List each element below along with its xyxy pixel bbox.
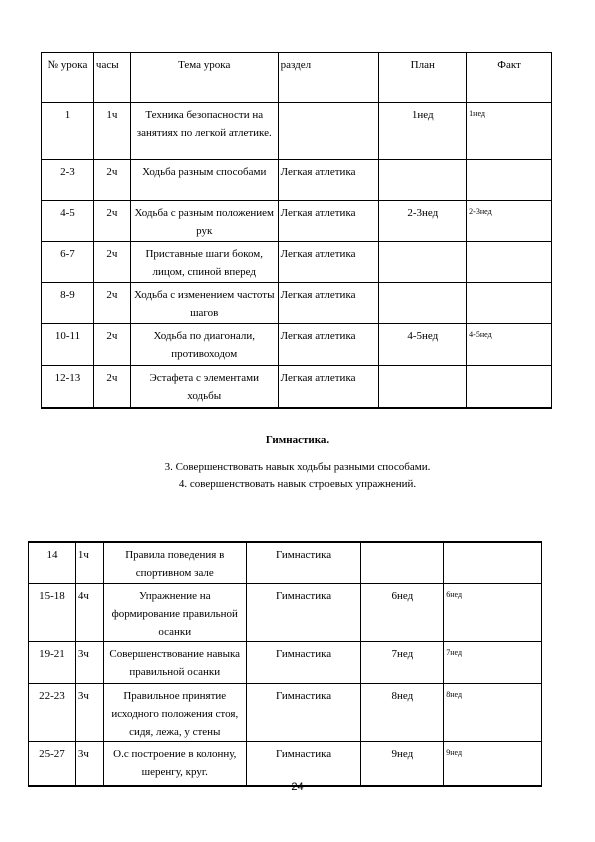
- lesson-fact: 6нед: [444, 583, 542, 641]
- lesson-section: Гимнастика: [246, 583, 361, 641]
- lesson-section: Гимнастика: [246, 641, 361, 683]
- lesson-fact: 7нед: [444, 641, 542, 683]
- lesson-topic: Правила поведения в спортивном зале: [103, 542, 246, 583]
- table-row: [42, 160, 552, 201]
- lesson-topic: Совершенствование навыка правильной осанки: [103, 641, 246, 683]
- header-lesson-number: № урока: [42, 53, 94, 103]
- lesson-section: Легкая атлетика: [278, 160, 379, 201]
- lesson-fact: 2-3нед: [467, 201, 552, 242]
- table-row: [42, 103, 552, 160]
- lesson-number: 1: [42, 103, 94, 160]
- table-row: [42, 324, 552, 366]
- lesson-topic: Ходьба с изменением частоты шагов: [130, 283, 278, 324]
- lesson-plan: 4-5нед: [379, 324, 467, 366]
- lesson-number: 14: [29, 542, 76, 583]
- lesson-fact: [467, 366, 552, 408]
- lesson-topic: О.с построение в колонну, шеренгу, круг.: [103, 741, 246, 786]
- lesson-topic: Приставные шаги боком, лицом, спиной вперед: [130, 242, 278, 283]
- table-row: [29, 741, 542, 786]
- header-topic: Тема урока: [130, 53, 278, 103]
- lesson-hours: 3ч: [75, 683, 103, 741]
- lesson-fact: 9нед: [444, 741, 542, 786]
- lesson-fact: [467, 242, 552, 283]
- page-number: 24: [291, 781, 304, 793]
- table-row: [42, 201, 552, 242]
- table-row: [42, 242, 552, 283]
- section-goal: 4. совершенствовать навык строевых упражнений.: [178, 478, 417, 490]
- lesson-topic: Техника безопасности на занятиях по легкой атлетике.: [130, 103, 278, 160]
- lesson-section: Гимнастика: [246, 741, 361, 786]
- lesson-section: [278, 103, 379, 160]
- lesson-hours: 1ч: [75, 542, 103, 583]
- lesson-topic: Ходьба по диагонали, противоходом: [130, 324, 278, 366]
- lesson-plan: [379, 160, 467, 201]
- lesson-hours: 3ч: [75, 741, 103, 786]
- lesson-plan: 9нед: [361, 741, 444, 786]
- lesson-hours: 4ч: [75, 583, 103, 641]
- lesson-number: 4-5: [42, 201, 94, 242]
- lesson-fact: 8нед: [444, 683, 542, 741]
- lesson-section: Легкая атлетика: [278, 324, 379, 366]
- lesson-number: 6-7: [42, 242, 94, 283]
- lesson-number: 10-11: [42, 324, 94, 366]
- lesson-plan-table-athletics: [41, 52, 552, 409]
- table-row: [42, 283, 552, 324]
- header-plan: План: [379, 53, 467, 103]
- lesson-fact: [467, 160, 552, 201]
- lesson-topic: Упражнение на формирование правильной осанки: [103, 583, 246, 641]
- lesson-fact: 4-5нед: [467, 324, 552, 366]
- section-goal: 3. Совершенствовать навык ходьбы разными способами.: [164, 461, 431, 473]
- lesson-section: Легкая атлетика: [278, 366, 379, 408]
- lesson-section: Гимнастика: [246, 683, 361, 741]
- lesson-section: Гимнастика: [246, 542, 361, 583]
- lesson-number: 2-3: [42, 160, 94, 201]
- lesson-hours: 2ч: [93, 201, 130, 242]
- lesson-number: 12-13: [42, 366, 94, 408]
- lesson-number: 19-21: [29, 641, 76, 683]
- lesson-plan: 2-3нед: [379, 201, 467, 242]
- lesson-topic: Ходьба с разным положением рук: [130, 201, 278, 242]
- lesson-hours: 2ч: [93, 366, 130, 408]
- table-row: [29, 583, 542, 641]
- lesson-section: Легкая атлетика: [278, 283, 379, 324]
- lesson-topic: Ходьба разным способами: [130, 160, 278, 201]
- lesson-plan: 1нед: [379, 103, 467, 160]
- table-row: [29, 542, 542, 583]
- lesson-fact: [444, 542, 542, 583]
- lesson-number: 22-23: [29, 683, 76, 741]
- lesson-fact: [467, 283, 552, 324]
- lesson-topic: Правильное принятие исходного положения стоя, сидя, лежа, у стены: [103, 683, 246, 741]
- header-section: раздел: [278, 53, 379, 103]
- lesson-plan: 6нед: [361, 583, 444, 641]
- lesson-hours: 1ч: [93, 103, 130, 160]
- lesson-plan: 7нед: [361, 641, 444, 683]
- lesson-plan: 8нед: [361, 683, 444, 741]
- lesson-plan: [361, 542, 444, 583]
- header-hours: часы: [93, 53, 130, 103]
- table-row: [29, 683, 542, 741]
- lesson-number: 15-18: [29, 583, 76, 641]
- lesson-plan: [379, 366, 467, 408]
- lesson-plan: [379, 283, 467, 324]
- lesson-hours: 2ч: [93, 160, 130, 201]
- lesson-plan-table-gymnastics: [28, 541, 542, 787]
- lesson-hours: 2ч: [93, 283, 130, 324]
- table-row: [42, 366, 552, 408]
- lesson-fact: 1нед: [467, 103, 552, 160]
- lesson-section: Легкая атлетика: [278, 201, 379, 242]
- lesson-number: 25-27: [29, 741, 76, 786]
- table-row: [29, 641, 542, 683]
- lesson-number: 8-9: [42, 283, 94, 324]
- lesson-hours: 3ч: [75, 641, 103, 683]
- lesson-hours: 2ч: [93, 324, 130, 366]
- table-header-row: [42, 53, 552, 103]
- section-title: Гимнастика.: [265, 434, 330, 446]
- lesson-topic: Эстафета с элементами ходьбы: [130, 366, 278, 408]
- header-fact: Факт: [467, 53, 552, 103]
- lesson-plan: [379, 242, 467, 283]
- lesson-section: Легкая атлетика: [278, 242, 379, 283]
- lesson-hours: 2ч: [93, 242, 130, 283]
